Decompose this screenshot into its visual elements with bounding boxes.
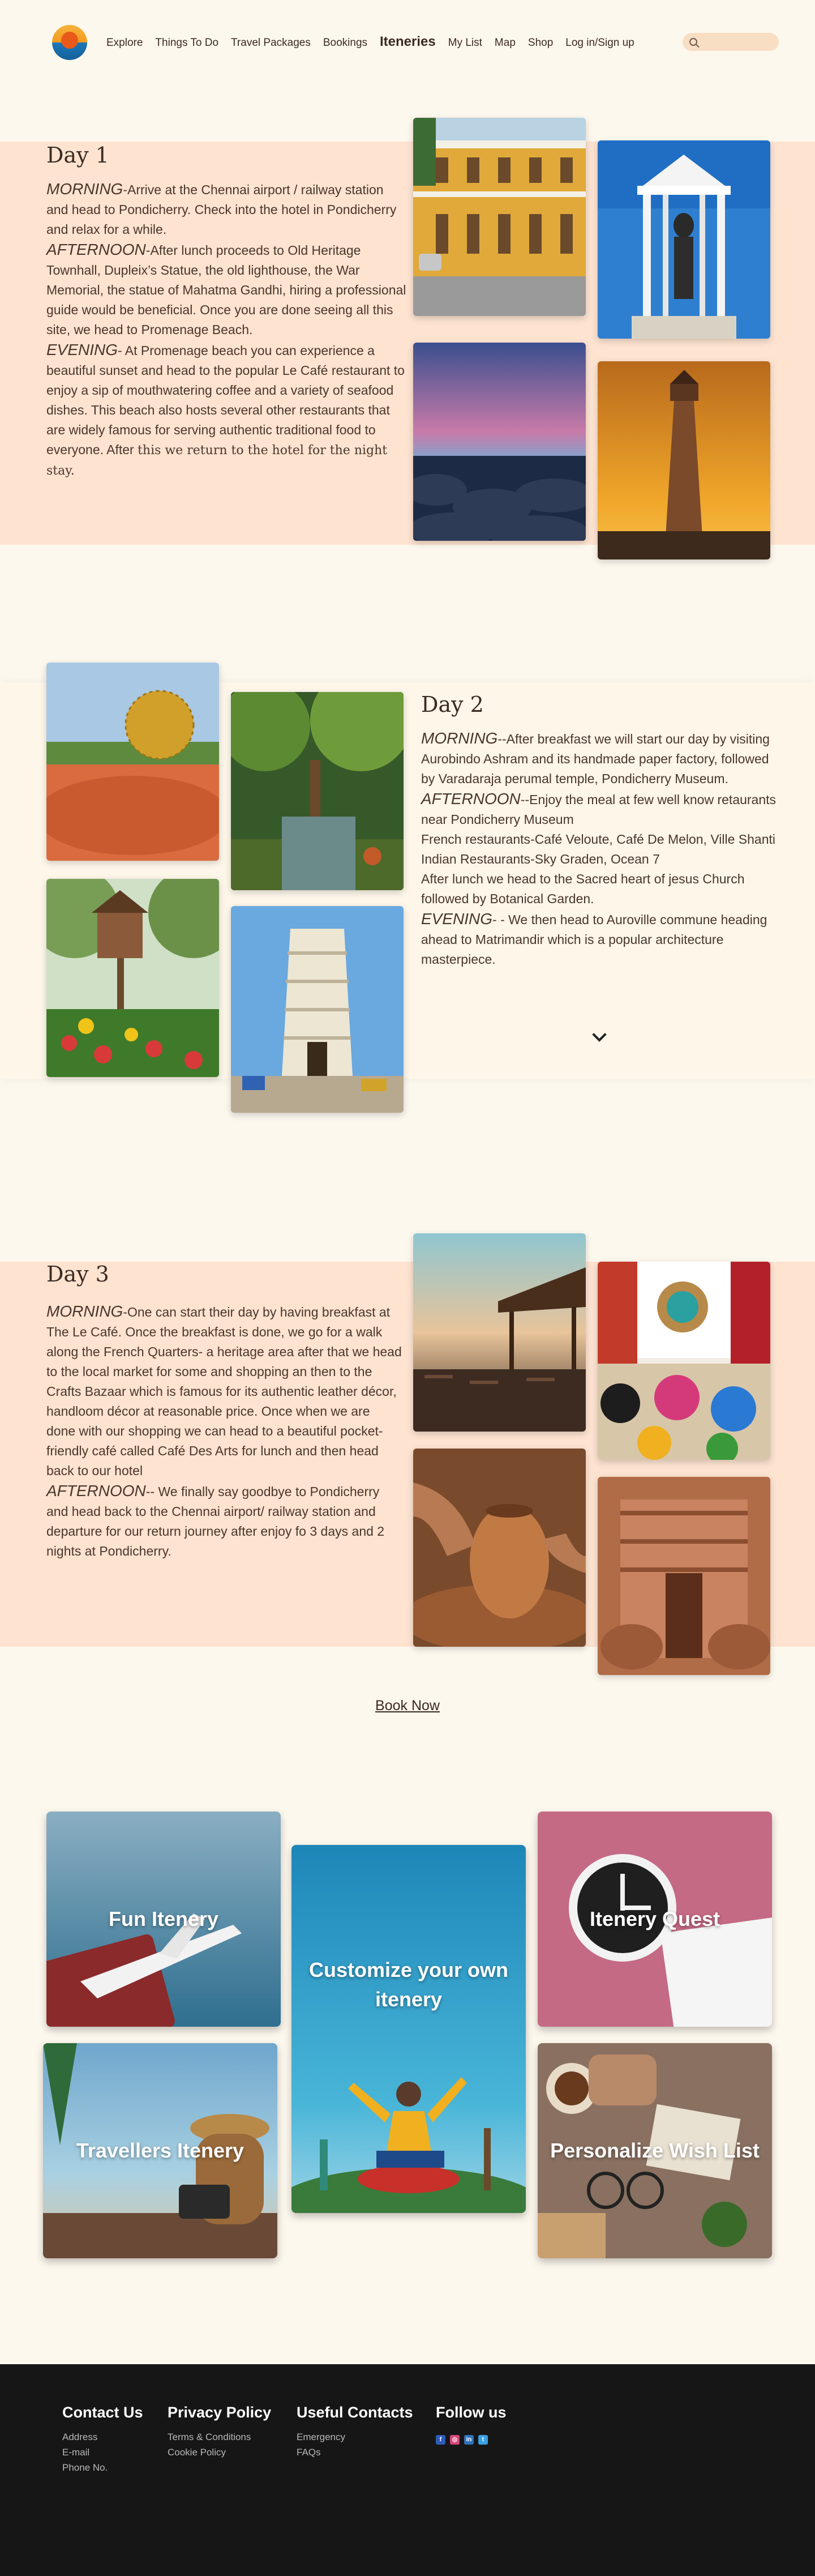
day3-title: Day 3: [46, 1262, 109, 1287]
linkedin-icon[interactable]: in: [464, 2435, 474, 2445]
footer-terms-link[interactable]: Terms & Conditions: [168, 2432, 251, 2442]
day3-description: [46, 1301, 402, 1561]
day1-afternoon-label: AFTERNOON: [46, 241, 146, 258]
customize-itenery-label: Customize your own itenery: [308, 1958, 509, 2011]
nav-login-signup[interactable]: Log in/Sign up: [565, 37, 634, 49]
day2-morning-label: MORNING: [421, 729, 498, 747]
customize-itenery-card[interactable]: [291, 1845, 526, 2213]
social-icons: [436, 2435, 507, 2445]
day2-french-restaurants: French restaurants-Café Veloute, Café De Melon, Ville Shanti: [421, 832, 776, 847]
day1-title: Day 1: [46, 143, 109, 168]
lighthouse-photo: [598, 361, 770, 559]
nav-bookings[interactable]: Bookings: [323, 37, 368, 49]
privacy-heading: Privacy Policy: [168, 2404, 272, 2421]
temple-gopuram-photo: [231, 906, 404, 1113]
day2-title: Day 2: [421, 692, 484, 717]
wish-list-label: Personalize Wish List: [550, 2139, 760, 2162]
day2-evening-text: - - We then head to Auroville commune heading ahead to Matrimandir which is a popular architecture masterpiece.: [421, 912, 767, 967]
fun-itenery-label: Fun Itenery: [108, 1907, 219, 1930]
day3-afternoon-text: -- We finally say goodbye to Pondicherry and head back to the Chennai airport/ railway station and departure for our return journey after enjoy fo 3 days and 2 nights at Pondicherry.: [46, 1484, 385, 1558]
day2-morning-text: --After breakfast we will start our day by visiting Aurobindo Ashram and its handmade paper factory, followed by Varadaraja perumal temple, Pondicherry Museum.: [421, 732, 770, 786]
personalize-wish-list-card[interactable]: [538, 2043, 772, 2258]
promenade-beach-photo: [413, 343, 586, 541]
day3-afternoon-label: AFTERNOON: [46, 1482, 146, 1500]
footer-faqs-link[interactable]: FAQs: [297, 2447, 321, 2458]
itenery-quest-label: Itenery Quest: [589, 1907, 720, 1930]
logo[interactable]: [52, 25, 87, 60]
gandhi-statue-photo: [598, 140, 770, 339]
day1-evening-tail: this we return to the hotel for the night stay.: [46, 443, 388, 478]
fun-itenery-card[interactable]: [46, 1812, 281, 2027]
instagram-icon[interactable]: ◎: [450, 2435, 460, 2445]
heritage-building-photo: [413, 118, 586, 316]
contact-heading: Contact Us: [62, 2404, 143, 2421]
search-input[interactable]: [702, 37, 775, 46]
day3-morning-text: -One can start their day by having breakfast at The Le Café. Once the breakfast is done, we go for a walk along the French Quarters- a heritage area after that we head to the local market for some and shopping an then to the Crafts Bazaar which is famous for its authentic leather décor, handloom décor at reasonable price. Once when we are done with our shopping we can head to a beautiful pocket-friendly café called Café Des Arts for lunch and then head back to our hotel: [46, 1305, 402, 1478]
beach-cafe-photo: [413, 1233, 586, 1432]
day3-morning-label: MORNING: [46, 1302, 123, 1320]
book-now-link[interactable]: Book Now: [375, 1698, 440, 1714]
matrimandir-photo: [46, 663, 219, 861]
search-bar[interactable]: [683, 33, 779, 51]
day2-afternoon-label: AFTERNOON: [421, 790, 521, 808]
nav-explore[interactable]: Explore: [106, 37, 143, 49]
treehouse-garden-photo: [46, 879, 219, 1077]
top-nav: [0, 0, 815, 85]
footer-cookie-link[interactable]: Cookie Policy: [168, 2447, 226, 2458]
botanical-garden-photo: [231, 692, 404, 890]
footer: [0, 2364, 815, 2576]
day1-evening-text: - At Promenage beach you can experience a beautiful sunset and head to the popular Le Café restaurant to enjoy a sip of mouthwatering coffee and a variety of seafood dishes. This beach also hosts several other restaurants that are widely famous for serving authentic traditional food to everyone. After: [46, 343, 405, 457]
footer-phone-link[interactable]: Phone No.: [62, 2462, 108, 2473]
footer-address-link[interactable]: Address: [62, 2432, 98, 2442]
twitter-icon[interactable]: t: [478, 2435, 488, 2445]
search-icon: [689, 38, 697, 46]
follow-heading: Follow us: [436, 2404, 507, 2421]
footer-privacy: [168, 2404, 271, 2460]
footer-emergency-link[interactable]: Emergency: [297, 2432, 345, 2442]
footer-email-link[interactable]: E-mail: [62, 2447, 90, 2458]
travellers-itenery-label: Travellers Itenery: [76, 2139, 244, 2162]
nav-links: [106, 34, 634, 50]
day2-indian-restaurants: Indian Restaurants-Sky Graden, Ocean 7: [421, 852, 660, 866]
day2-after-lunch: After lunch we head to the Sacred heart of jesus Church followed by Botanical Garden.: [421, 872, 745, 906]
nav-travel-packages[interactable]: Travel Packages: [231, 37, 311, 49]
day2-afternoon-text: --Enjoy the meal at few well know retaurants near Pondicherry Museum: [421, 792, 777, 827]
nav-my-list[interactable]: My List: [448, 37, 482, 49]
handicrafts-photo: [598, 1262, 770, 1460]
nav-map[interactable]: Map: [494, 37, 516, 49]
day1-morning-label: MORNING: [46, 180, 123, 198]
day1-description: [46, 179, 409, 481]
day1-afternoon-text: -After lunch proceeds to Old Heritage Townhall, Dupleix’s Statue, the old lighthouse, the War Memorial, the statue of Mahatma Gandhi, hiring a professional guide would be beneficial. Once you are done seeing all this site, we head to Promenage Beach.: [46, 243, 406, 337]
facebook-icon[interactable]: f: [436, 2435, 445, 2445]
footer-follow: [436, 2404, 507, 2445]
customize-itenery-image: [291, 1845, 526, 2213]
day1-morning-text: -Arrive at the Chennai airport / railway station and head to Pondicherry. Check into the hotel in Pondicherry and relax for a while.: [46, 182, 397, 237]
footer-contact: [62, 2404, 143, 2475]
footer-useful: [297, 2404, 413, 2460]
day2-description: [421, 728, 778, 969]
nav-things-to-do[interactable]: Things To Do: [155, 37, 219, 49]
day2-evening-label: EVENING: [421, 910, 493, 928]
nav-iteneries[interactable]: Iteneries: [380, 34, 436, 49]
nav-shop[interactable]: Shop: [527, 37, 554, 49]
pottery-photo: [413, 1449, 586, 1647]
useful-heading: Useful Contacts: [297, 2404, 413, 2421]
travellers-itenery-card[interactable]: [43, 2043, 277, 2258]
day1-evening-label: EVENING: [46, 341, 118, 358]
temple-carvings-photo: [598, 1477, 770, 1675]
itenery-quest-card[interactable]: [538, 1812, 772, 2027]
